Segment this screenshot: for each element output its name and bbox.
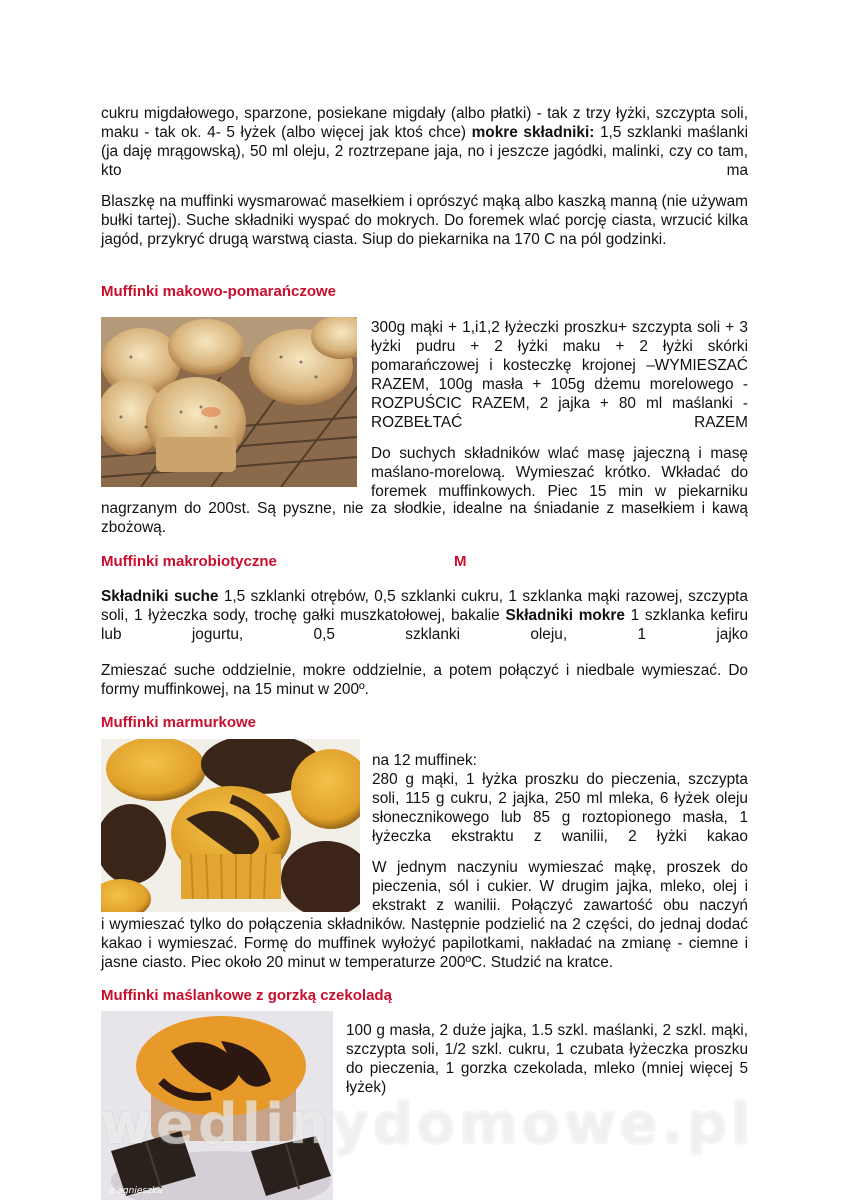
recipe3-ingredients: 280 g mąki, 1 łyżka proszku do pieczenia, szczypta soli, 115 g cukru, 2 jajka, 250 ml mleka, 6 łyżek oleju słonecznikowego lub 85 g roztopionego masła, 1 łyżeczka ekstraktu z wanilii, 2 łyżki kakao: [372, 771, 748, 845]
recipe1-ingredients: 300g mąki + 1,i1,2 łyżeczki proszku+ szczypta soli + 3 łyżki pudru + 2 łyżki maku + 2 łyżki skórki pomarańczowej i kosteczkę krojonej –WYMIESZAĆ RAZEM, 100g masła + 105g dżemu morelowego - ROZPUŚCIC RAZEM, 2 jajka + 80 ml maślanki - ROZBEŁTAĆ RAZEM: [371, 319, 748, 431]
recipe3-method-continued: i wymieszać tylko do połączenia składników. Następnie podzielić na 2 części, do jednaj dodać kakao i wymieszać. Formę do muffinek wyłożyć papilotkami, nakładać na zmianę - ciemne i jasne ciasto. Piec około 20 minut w temperaturze 200ºC. Studzić na kratce.: [101, 916, 748, 971]
muffin-photo-image-2: [101, 739, 360, 912]
recipe-title-marker: M: [454, 553, 467, 570]
recipe2-method: Zmieszać suche oddzielnie, mokre oddzielnie, a potem połączyć i niedbale wymieszać. Do formy muffinkowej, na 15 minut w 200º.: [101, 662, 748, 698]
intro-paragraph: cukru migdałowego, sparzone, posiekane migdały (albo płatki) - tak z trzy łyżki, szczypta soli, maku - tak ok. 4- 5 łyżek (albo więcej jak ktoś chce) mokre składniki: 1,5 szklanki maślanki (ja daję mrągowską), 50 ml oleju, 2 roztrzepane jaja, no i jeszcze jagódki, malinki, czy co tam, kto ma: [101, 105, 749, 179]
photo-caption: e agnieszka: [109, 1186, 163, 1196]
recipe3-yield: na 12 muffinek:: [372, 752, 477, 769]
dry-ingredients-label: Składniki suche: [101, 588, 219, 605]
recipe1-method-continued: nagrzanym do 200st. Są pyszne, nie za słodkie, idealne na śniadanie z masełkiem i kawą zbożową.: [101, 500, 748, 536]
wet-ingredients-label-2: Składniki mokre: [505, 607, 625, 624]
photo-poppy-orange-muffins: [101, 317, 357, 487]
baking-instructions: Blaszkę na muffinki wysmarować masełkiem i oprószyć mąką albo kaszką manną (nie używam bułki tartej). Suche składniki wyspać do mokrych. Do foremek wlać porcję ciasta, wrzucić kilka jagód, przykryć drugą warstwą ciasta. Siup do piekarnika na 170 C na pól godzinki.: [101, 193, 748, 248]
muffin-photo-image: [101, 317, 357, 487]
recipe-title-poppy-orange: Muffinki makowo-pomarańczowe: [101, 283, 337, 300]
watermark-text: wedlinydomowe.pl: [100, 1092, 755, 1157]
recipe3-method: W jednym naczyniu wymieszać mąkę, proszek do pieczenia, sól i cukier. W drugim jajka, mleko, olej i ekstrakt z wanilii. Połączyć zawartość obu naczyń: [372, 859, 748, 914]
recipe-title-marble: Muffinki marmurkowe: [101, 714, 257, 731]
recipe2-ingredients: Składniki suche 1,5 szklanki otrębów, 0,5 szklanki cukru, 1 szklanka mąki razowej, szczypta soli, 1 łyżeczka sody, trochę gałki muszkatołowej, bakalie Składniki mokre 1 szklanka kefiru lub jogurtu, 0,5 szklanki oleju, 1 jajko: [101, 588, 749, 643]
recipe1-method: Do suchych składników wlać masę jajeczną i masę maślano-morelową. Wymieszać krótko. Wkładać do foremek muffinkowych. Piec 15 min w piekarniku: [371, 445, 748, 500]
photo-marble-muffins: [101, 739, 360, 912]
wet-ingredients-label: mokre składniki:: [471, 124, 595, 141]
recipe4-ingredients: 100 g masła, 2 duże jajka, 1.5 szkl. maślanki, 2 szkl. mąki, szczypta soli, 1/2 szkl. cukru, 1 czubata łyżeczka proszku do pieczenia, 1 gorzka czekolada, mleko (mniej więcej 5 łyżek): [346, 1022, 748, 1096]
recipe-title-macrobiotic: Muffinki makrobiotyczne: [101, 553, 277, 570]
recipe-title-buttermilk-chocolate: Muffinki maślankowe z gorzką czekoladą: [101, 987, 392, 1004]
